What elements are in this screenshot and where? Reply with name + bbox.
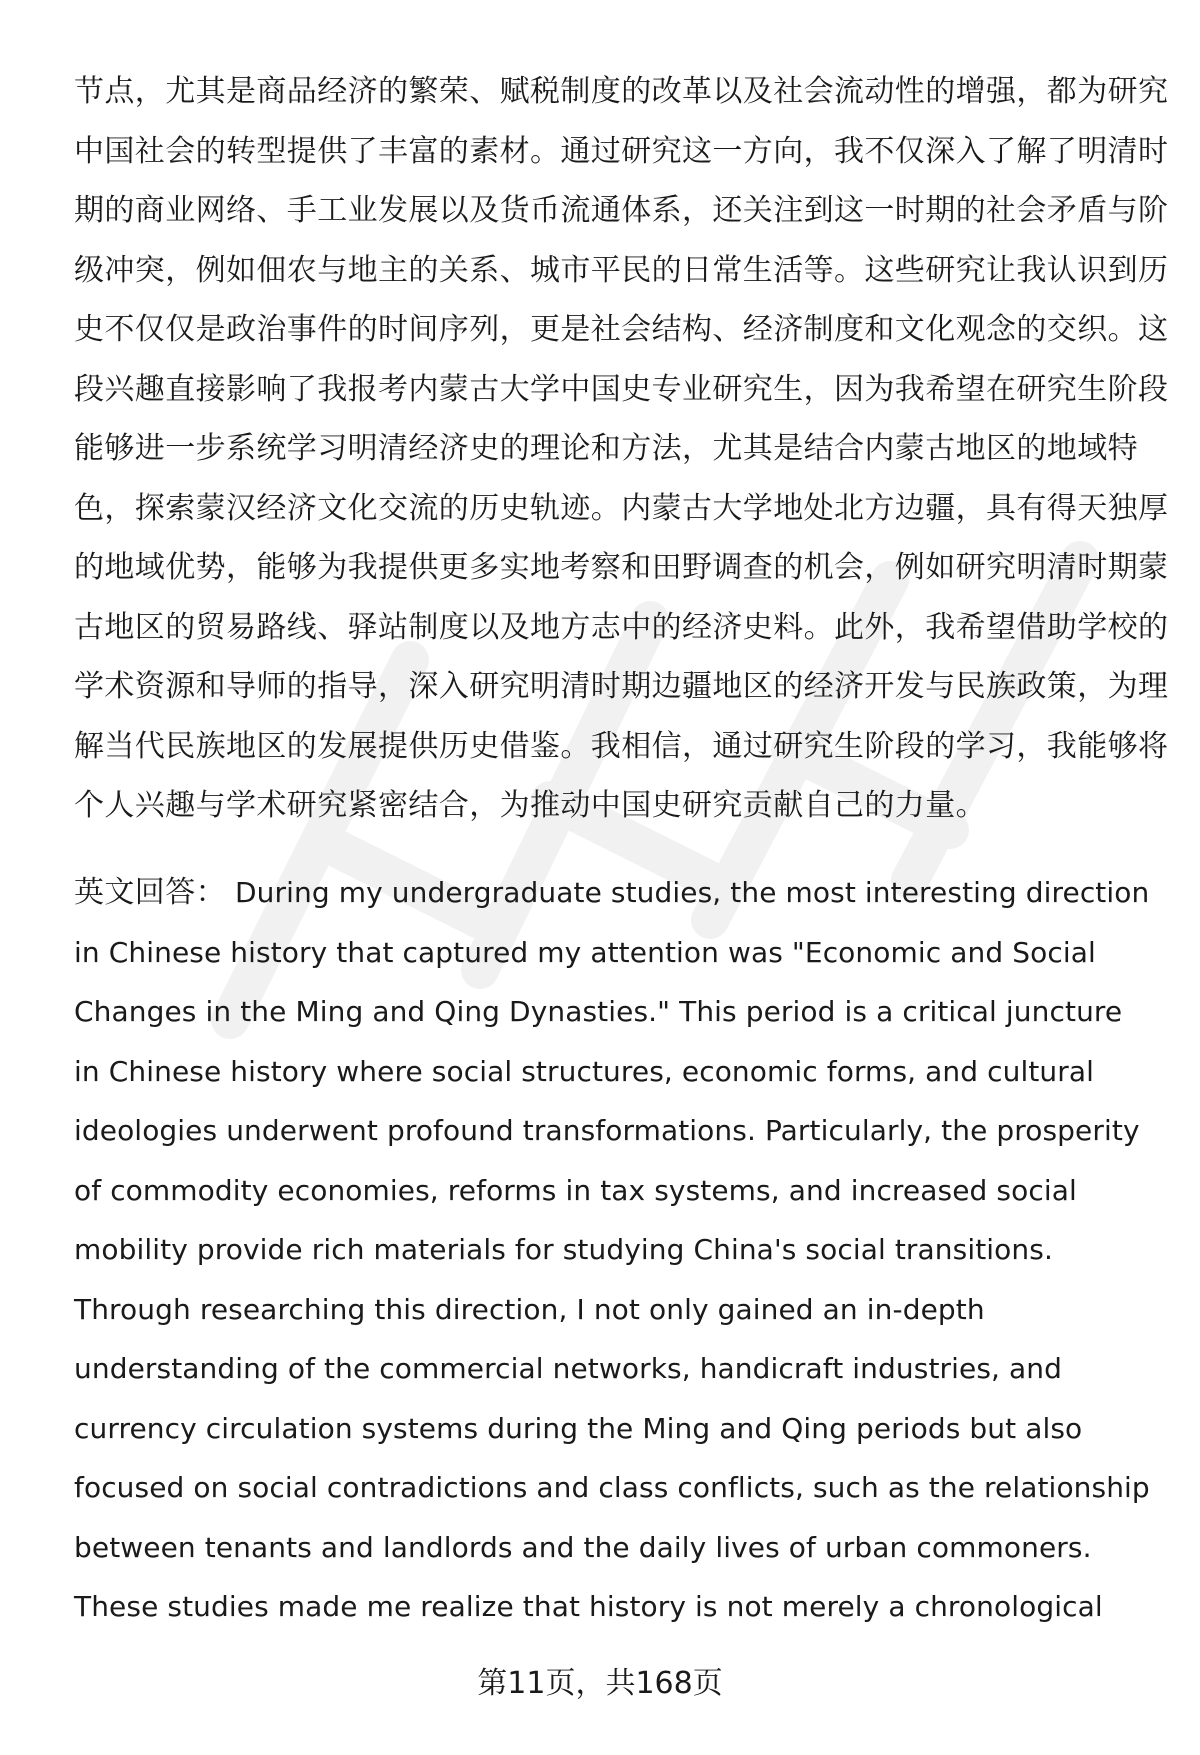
paragraph-line: focused on social contradictions and class conflicts, such as the relationship [74,1471,1150,1504]
paragraph-line: 史不仅仅是政治事件的时间序列，更是社会结构、经济制度和文化观念的交织。这 [74,312,1169,347]
english-first-line [74,863,1164,923]
english-first-line-text: During my undergraduate studies, the most interesting direction [235,876,1150,909]
paragraph-line: 节点，尤其是商品经济的繁荣、赋税制度的改革以及社会流动性的增强，都为研究 [74,74,1169,109]
paragraph-line: 的地域优势，能够为我提供更多实地考察和田野调查的机会，例如研究明清时期蒙 [74,550,1169,585]
paragraph-line: ideologies underwent profound transformations. Particularly, the prosperity [74,1114,1140,1147]
paragraph-line: understanding of the commercial networks, handicraft industries, and [74,1352,1063,1385]
paragraph-line: 段兴趣直接影响了我报考内蒙古大学中国史专业研究生，因为我希望在研究生阶段 [74,371,1169,407]
paragraph-line: 个人兴趣与学术研究紧密结合，为推动中国史研究贡献自己的力量。 [74,788,986,823]
chinese-answer-paragraph [74,62,1169,836]
paragraph-line: in Chinese history where social structures, economic forms, and cultural [74,1054,1094,1088]
paragraph-line: 学术资源和导师的指导，深入研究明清时期边疆地区的经济开发与民族政策，为理 [74,669,1169,704]
paragraph-line: These studies made me realize that history is not merely a chronological [74,1590,1103,1623]
paragraph-line: 期的商业网络、手工业发展以及货币流通体系，还关注到这一时期的社会矛盾与阶 [74,193,1169,228]
english-answer-label: 英文回答： [74,875,226,910]
paragraph-line: currency circulation systems during the Ming and Qing periods but also [74,1411,1083,1445]
paragraph-line: in Chinese history that captured my attention was "Economic and Social [74,935,1096,969]
paragraph-line: between tenants and landlords and the daily lives of urban commoners. [74,1530,1092,1564]
paragraph-line: 能够进一步系统学习明清经济史的理论和方法，尤其是结合内蒙古地区的地域特 [74,431,1138,466]
paragraph-line: 级冲突，例如佃农与地主的关系、城市平民的日常生活等。这些研究让我认识到历 [74,252,1169,288]
paragraph-line: mobility provide rich materials for studying China's social transitions. [74,1233,1053,1266]
paragraph-line: of commodity economies, reforms in tax systems, and increased social [74,1173,1077,1207]
paragraph-line: 解当代民族地区的发展提供历史借鉴。我相信，通过研究生阶段的学习，我能够将 [74,728,1169,764]
paragraph-line: 色，探索蒙汉经济文化交流的历史轨迹。内蒙古大学地处北方边疆，具有得天独厚 [74,490,1169,526]
paragraph-line: Changes in the Ming and Qing Dynasties." This period is a critical juncture [74,995,1123,1028]
paragraph-line: 古地区的贸易路线、驿站制度以及地方志中的经济史料。此外，我希望借助学校的 [74,609,1169,645]
paragraph-line: 中国社会的转型提供了丰富的素材。通过研究这一方向，我不仅深入了解了明清时 [74,133,1169,169]
paragraph-line: Through researching this direction, I not only gained an in-depth [74,1292,985,1326]
english-answer-paragraph [74,863,1164,1637]
page-number-footer: 第11页，共168页 [477,1666,723,1701]
